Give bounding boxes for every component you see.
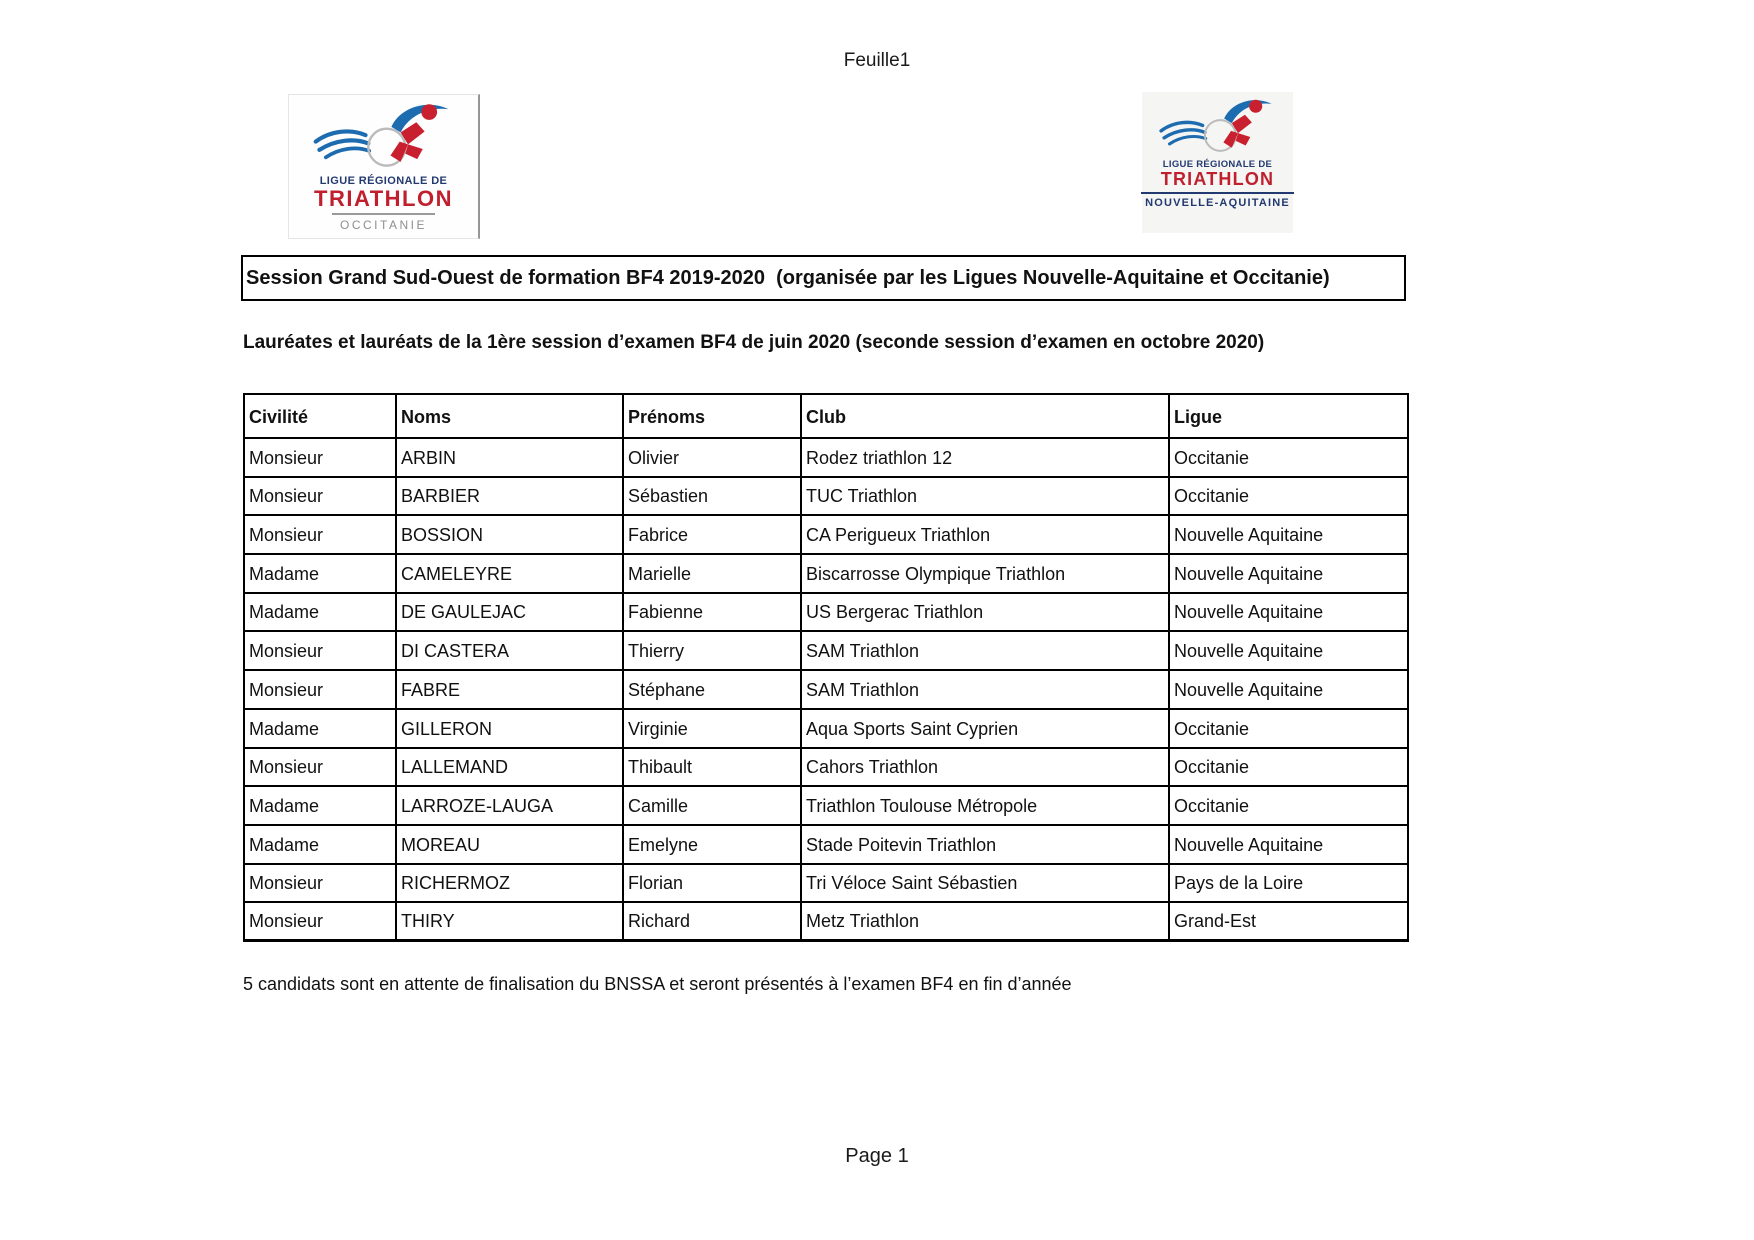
table-cell: Thierry: [623, 631, 801, 670]
table-cell: Nouvelle Aquitaine: [1169, 554, 1408, 593]
table-cell: Metz Triathlon: [801, 902, 1169, 941]
table-cell: Pays de la Loire: [1169, 864, 1408, 903]
header-cell-club: Club: [801, 394, 1169, 438]
table-cell: Marielle: [623, 554, 801, 593]
table-row: [244, 515, 1408, 554]
table-row: [244, 709, 1408, 748]
table-cell: Emelyne: [623, 825, 801, 864]
table-cell: TUC Triathlon: [801, 477, 1169, 516]
table-cell: Sébastien: [623, 477, 801, 516]
table-cell: Biscarrosse Olympique Triathlon: [801, 554, 1169, 593]
table-cell: Madame: [244, 709, 396, 748]
header-cell-noms: Noms: [396, 394, 623, 438]
table-cell: Rodez triathlon 12: [801, 438, 1169, 477]
logo-wordmark: TRIATHLON: [314, 186, 453, 211]
table-cell: Monsieur: [244, 477, 396, 516]
table-cell: ARBIN: [396, 438, 623, 477]
subtitle: Lauréates et lauréats de la 1ère session d’examen BF4 de juin 2020 (seconde session d’examen en octobre 2020): [243, 332, 1265, 353]
table-cell: Madame: [244, 554, 396, 593]
table-cell: Monsieur: [244, 670, 396, 709]
table-cell: Cahors Triathlon: [801, 748, 1169, 787]
table-cell: Monsieur: [244, 438, 396, 477]
table-row: [244, 593, 1408, 632]
table-cell: Fabrice: [623, 515, 801, 554]
table-cell: Occitanie: [1169, 748, 1408, 787]
table-cell: Monsieur: [244, 864, 396, 903]
logo-region: NOUVELLE-AQUITAINE: [1141, 192, 1294, 209]
header-cell-ligue: Ligue: [1169, 394, 1408, 438]
table-cell: Occitanie: [1169, 438, 1408, 477]
table-cell: Nouvelle Aquitaine: [1169, 593, 1408, 632]
header-cell-prenoms: Prénoms: [623, 394, 801, 438]
table-cell: DE GAULEJAC: [396, 593, 623, 632]
table-cell: Fabienne: [623, 593, 801, 632]
table-cell: US Bergerac Triathlon: [801, 593, 1169, 632]
table-cell: THIRY: [396, 902, 623, 941]
table-cell: Monsieur: [244, 631, 396, 670]
table-cell: Occitanie: [1169, 477, 1408, 516]
table-cell: Grand-Est: [1169, 902, 1408, 941]
triathlon-cyclist-icon: [304, 101, 464, 173]
table-row: [244, 902, 1408, 941]
table-cell: DI CASTERA: [396, 631, 623, 670]
table-cell: Madame: [244, 593, 396, 632]
table-cell: SAM Triathlon: [801, 670, 1169, 709]
table-cell: Tri Véloce Saint Sébastien: [801, 864, 1169, 903]
logo-line1: LIGUE RÉGIONALE DE: [319, 175, 448, 187]
table-cell: Monsieur: [244, 902, 396, 941]
table-cell: Stéphane: [623, 670, 801, 709]
table-cell: Olivier: [623, 438, 801, 477]
table-cell: LARROZE-LAUGA: [396, 786, 623, 825]
table-cell: Madame: [244, 786, 396, 825]
table-header-row: [244, 394, 1408, 438]
table-cell: Nouvelle Aquitaine: [1169, 670, 1408, 709]
table-cell: Nouvelle Aquitaine: [1169, 825, 1408, 864]
session-title: Session Grand Sud-Ouest de formation BF4 2019-2020 (organisée par les Ligues Nouvelle-Aquitaine et Occitanie): [246, 266, 1330, 289]
logo-occitanie: [288, 94, 480, 239]
table-cell: GILLERON: [396, 709, 623, 748]
table-cell: Nouvelle Aquitaine: [1169, 515, 1408, 554]
table-cell: Triathlon Toulouse Métropole: [801, 786, 1169, 825]
table-cell: Richard: [623, 902, 801, 941]
table-cell: RICHERMOZ: [396, 864, 623, 903]
laureates-grid: [243, 393, 1409, 942]
table-cell: BOSSION: [396, 515, 623, 554]
logo-wordmark: TRIATHLON: [1160, 169, 1275, 189]
table-row: [244, 438, 1408, 477]
table-cell: Virginie: [623, 709, 801, 748]
laureates-table: [243, 393, 1409, 942]
logo-nouvelle-aquitaine: [1142, 92, 1293, 233]
table-cell: Monsieur: [244, 515, 396, 554]
table-cell: Stade Poitevin Triathlon: [801, 825, 1169, 864]
sheet-label: Feuille1: [843, 50, 911, 71]
table-cell: Thibault: [623, 748, 801, 787]
table-row: [244, 825, 1408, 864]
page-number: Page 1: [845, 1145, 909, 1167]
table-cell: Occitanie: [1169, 709, 1408, 748]
table-cell: SAM Triathlon: [801, 631, 1169, 670]
table-cell: CA Perigueux Triathlon: [801, 515, 1169, 554]
table-cell: BARBIER: [396, 477, 623, 516]
session-title-box: [241, 255, 1406, 301]
table-row: [244, 631, 1408, 670]
table-cell: Camille: [623, 786, 801, 825]
table-cell: Aqua Sports Saint Cyprien: [801, 709, 1169, 748]
table-cell: Madame: [244, 825, 396, 864]
triathlon-cyclist-icon: [1154, 97, 1282, 157]
footnote: 5 candidats sont en attente de finalisation du BNSSA et seront présentés à l’examen BF4 en fin d’année: [243, 974, 1072, 994]
table-row: [244, 748, 1408, 787]
logo-line1: LIGUE RÉGIONALE DE: [1162, 159, 1273, 170]
table-row: [244, 477, 1408, 516]
table-cell: Nouvelle Aquitaine: [1169, 631, 1408, 670]
header-cell-civilite: Civilité: [244, 394, 396, 438]
table-row: [244, 554, 1408, 593]
table-row: [244, 786, 1408, 825]
table-cell: Monsieur: [244, 748, 396, 787]
table-cell: Florian: [623, 864, 801, 903]
table-cell: FABRE: [396, 670, 623, 709]
table-cell: LALLEMAND: [396, 748, 623, 787]
logo-region: OCCITANIE: [332, 213, 435, 232]
table-cell: MOREAU: [396, 825, 623, 864]
table-row: [244, 670, 1408, 709]
table-cell: CAMELEYRE: [396, 554, 623, 593]
table-cell: Occitanie: [1169, 786, 1408, 825]
table-row: [244, 864, 1408, 903]
